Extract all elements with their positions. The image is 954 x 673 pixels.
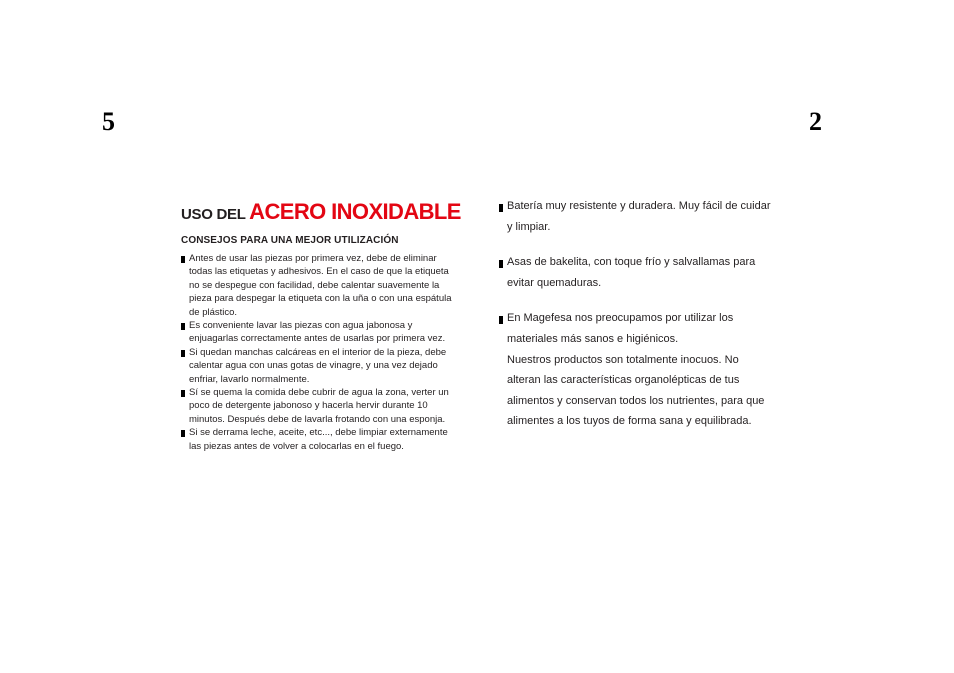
section-title-highlight: ACERO INOXIDABLE	[249, 199, 461, 224]
tip-item	[181, 319, 457, 346]
square-bullet-icon	[181, 430, 185, 437]
square-bullet-icon	[499, 204, 503, 212]
tips-list	[181, 252, 457, 453]
section-title-prefix: USO DEL	[181, 206, 250, 223]
features-list	[499, 196, 774, 432]
square-bullet-icon	[499, 316, 503, 324]
page-number-left: 5	[102, 107, 115, 136]
feature-item	[499, 196, 774, 237]
section-subtitle: CONSEJOS PARA UNA MEJOR UTILIZACIÓN	[181, 235, 399, 246]
section-title	[181, 194, 461, 229]
tip-text: Es conveniente lavar las piezas con agua jabonosa y enjuagarlas correctamente antes de usarlas por primera vez.	[189, 320, 446, 345]
square-bullet-icon	[499, 260, 503, 268]
square-bullet-icon	[181, 350, 185, 357]
tip-item	[181, 252, 457, 319]
feature-item	[499, 308, 774, 432]
tip-text: Si se derrama leche, aceite, etc..., debe limpiar externamente las piezas antes de volver a colocarlas en el fuego.	[189, 427, 448, 452]
tip-text: Antes de usar las piezas por primera vez, debe de eliminar todas las etiquetas y adhesivos. En el caso de que la etiqueta no se despegue con facilidad, debe calentar suavemente la pieza para despegar la etiqueta con la uña o con una espátula de plástico.	[189, 253, 452, 318]
feature-text: Batería muy resistente y duradera. Muy fácil de cuidar y limpiar.	[507, 200, 771, 233]
square-bullet-icon	[181, 323, 185, 330]
stainless-steel-section	[181, 194, 461, 453]
square-bullet-icon	[181, 256, 185, 263]
feature-text-continued: Nuestros productos son totalmente inocuos. No alteran las características organolépticas de tus alimentos y conservan todos los nutrientes, para que alimentes a los tuyos de forma sana y equilibrada.	[507, 353, 765, 428]
page-number-right: 2	[809, 107, 822, 136]
tip-text: Sí se quema la comida debe cubrir de agua la zona, verter un poco de detergente jabonoso y hacerla hervir durante 10 minutos. Después debe de lavarla frotando con una esponja.	[189, 387, 449, 425]
feature-text: Asas de bakelita, con toque frío y salvallamas para evitar quemaduras.	[507, 256, 756, 289]
tip-item	[181, 386, 457, 426]
tip-item	[181, 426, 457, 453]
feature-item	[499, 252, 774, 293]
features-section	[499, 196, 774, 447]
tip-item	[181, 346, 457, 386]
tip-text: Si quedan manchas calcáreas en el interior de la pieza, debe calentar agua con unas gotas de vinagre, y una vez dejado enfriar, lavarlo normalmente.	[189, 346, 447, 385]
feature-text: En Magefesa nos preocupamos por utilizar los materiales más sanos e higiénicos.	[507, 312, 734, 345]
square-bullet-icon	[181, 390, 185, 397]
